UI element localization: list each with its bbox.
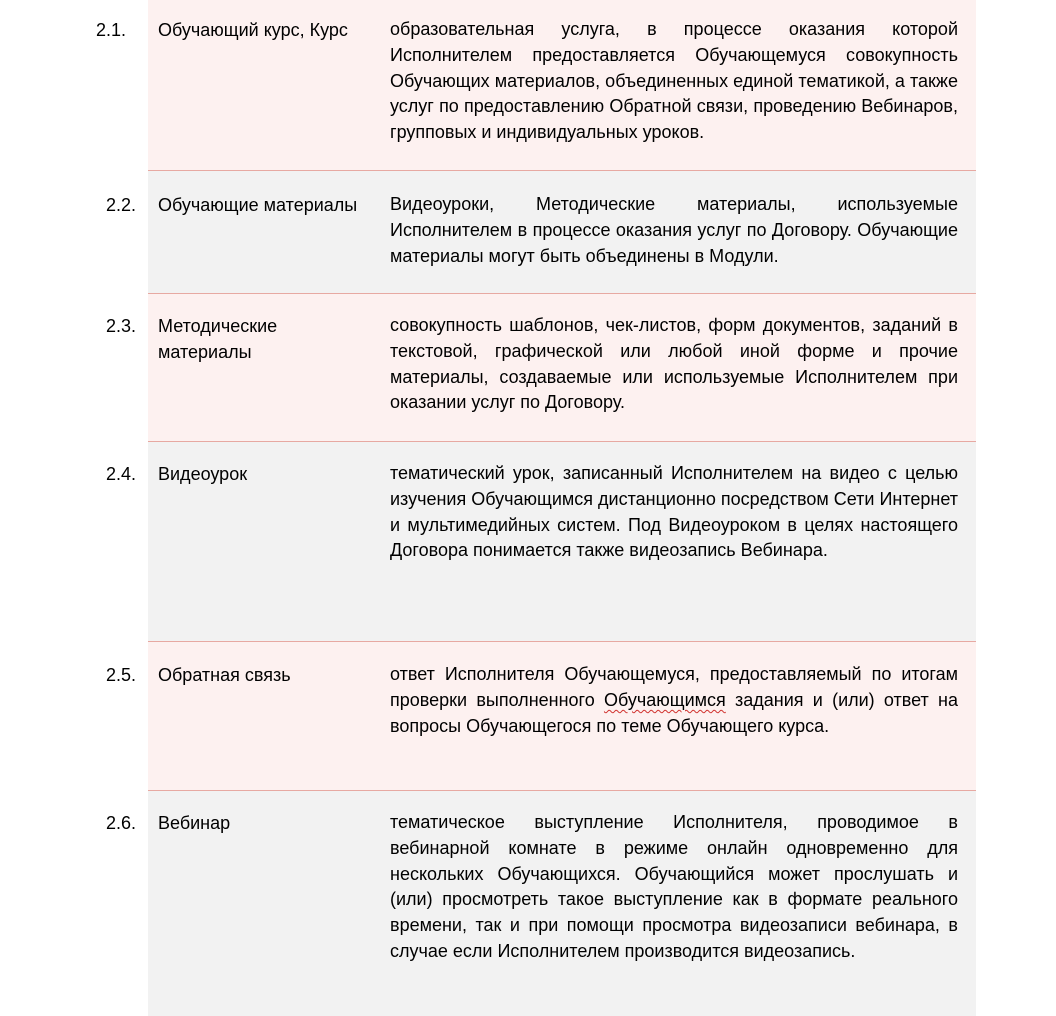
term-number: 2.2. [105,195,136,215]
term-title: Видеоурок [158,464,248,484]
definition-text: задания и (или) ответ на вопросы Обучающегося по теме Обучающего курса. [390,689,958,736]
term-row-2-1 [0,0,1056,171]
term-number: 2.4. [105,464,136,484]
term-definition [390,662,958,739]
spellcheck-flagged-word[interactable]: Обучающимся [603,689,726,710]
term-title: Обучающие материалы [158,195,358,215]
definition-text: ответ Исполнителя Обучающемуся, предоставляемый по итогам проверки выполненного [390,664,958,710]
term-number: 2.1. [95,20,126,40]
term-row-2-6 [0,791,1056,1016]
term-definition: тематическое выступление Исполнителя, проводимое в вебинарной комнате в режиме онлайн одновременно для нескольких Обучающихся. Обучающийся может прослушать и (или) просмотреть такое выступление как в формате реального времени, так и при помощи просмотра видеозаписи вебинара, в случае если Исполнителем производится видеозапись. [390,812,958,961]
term-number: 2.3. [105,316,136,336]
term-definition: Видеоуроки, Методические материалы, используемые Исполнителем в процессе оказания услуг по Договору. Обучающие материалы могут быть объединены в Модули. [390,194,958,266]
term-row-2-3 [0,294,1056,442]
term-row-2-5 [0,642,1056,791]
term-row-2-2 [0,171,1056,294]
term-title: Обратная связь [158,665,291,685]
term-definition: образовательная услуга, в процессе оказания которой Исполнителем предоставляется Обучающемуся совокупность Обучающих материалов, объединенных единой тематикой, а также услуг по предоставлению Обратной связи, проведению Вебинаров, групповых и индивидуальных уроков. [390,19,958,143]
term-title: Вебинар [158,813,231,833]
term-title: Методические материалы [158,316,278,362]
term-definition: совокупность шаблонов, чек-листов, форм документов, заданий в текстовой, графической или любой иной форме и прочие материалы, создаваемые или используемые Исполнителем при оказании услуг по Договору. [390,315,958,413]
term-number: 2.6. [105,813,136,833]
term-row-2-4 [0,442,1056,642]
term-title: Обучающий курс, Курс [158,20,348,40]
term-number: 2.5. [105,665,136,685]
term-definition: тематический урок, записанный Исполнителем на видео с целью изучения Обучающимся дистанционно посредством Сети Интернет и мультимедийных систем. Под Видеоуроком в целях настоящего Договора понимается также видеозапись Вебинара. [390,463,958,561]
